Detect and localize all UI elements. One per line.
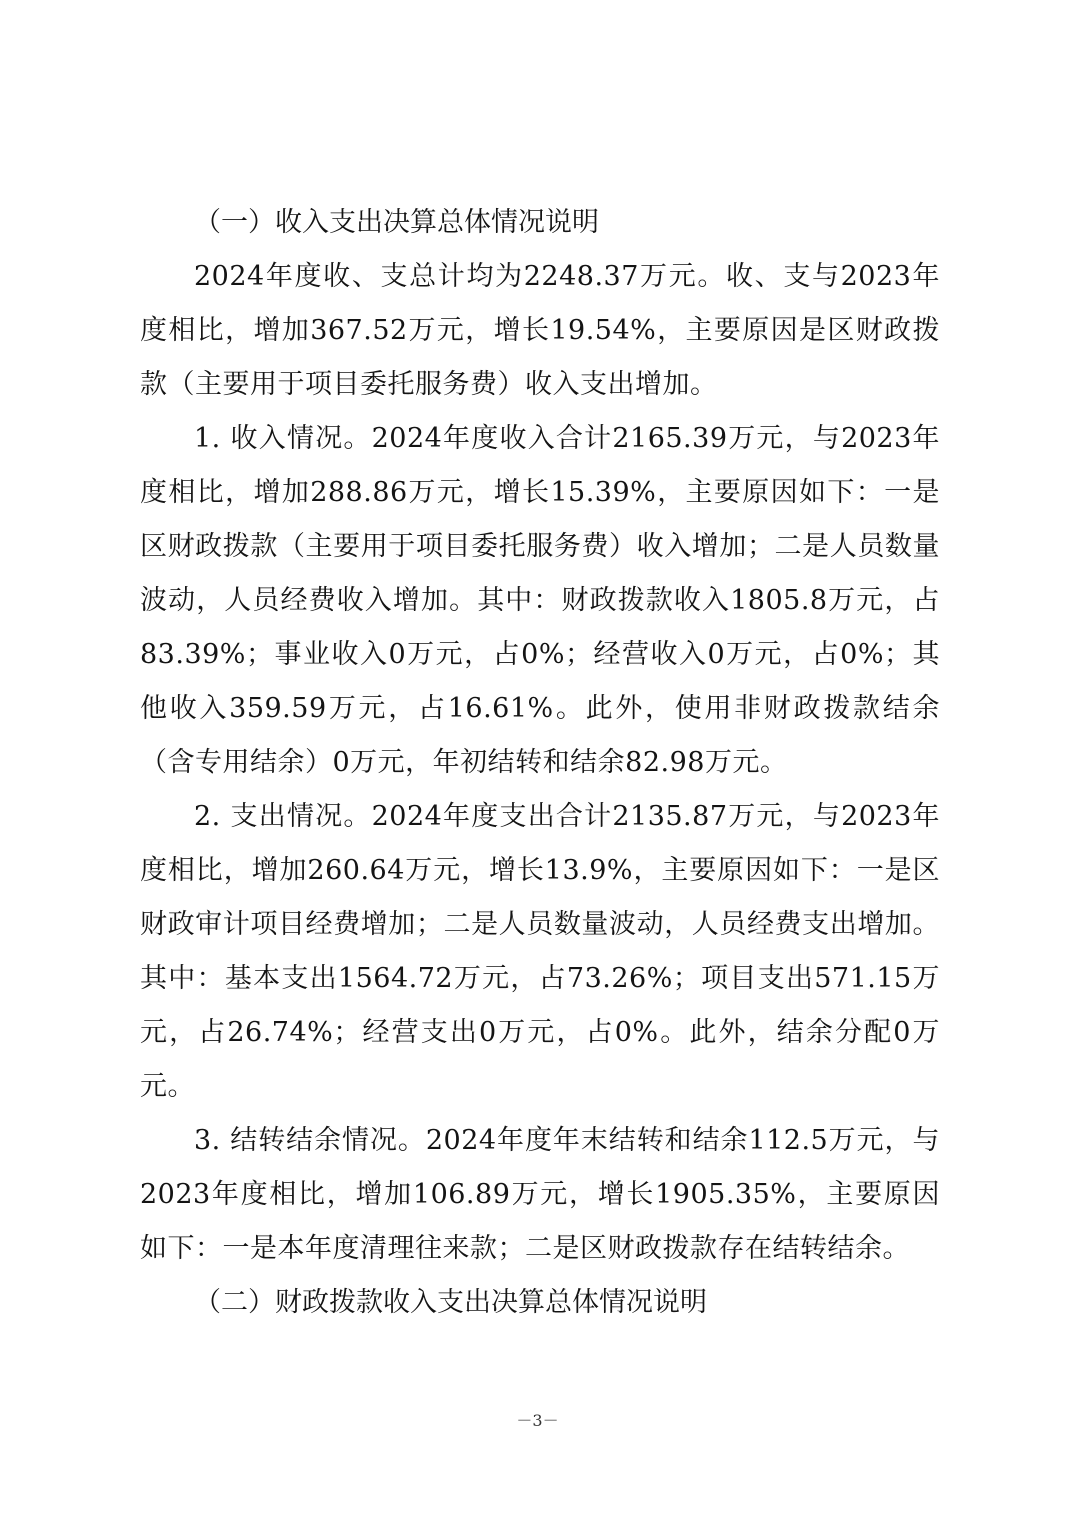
- income-paragraph: 1. 收入情况。2024年度收入合计2165.39万元，与2023年度相比，增加288.86万元，增长15.39%，主要原因如下：一是区财政拨款（主要用于项目委托服务费）收入增加；二是人员数量波动，人员经费收入增加。其中：财政拨款收入1805.8万元，占83.39%；事业收入0万元，占0%；经营收入0万元，占0%；其他收入359.59万元，占16.61%。此外，使用非财政拨款结余（含专用结余）0万元，年初结转和结余82.98万元。: [140, 423, 940, 778]
- summary-paragraph: 2024年度收、支总计均为2248.37万元。收、支与2023年度相比，增加367.52万元，增长19.54%，主要原因是区财政拨款（主要用于项目委托服务费）收入支出增加。: [140, 261, 940, 400]
- section-heading-2: （二）财政拨款收入支出决算总体情况说明: [194, 1287, 707, 1318]
- section-heading-1: （一）收入支出决算总体情况说明: [194, 207, 599, 238]
- page-number: －3－: [516, 1411, 559, 1430]
- expense-paragraph: 2. 支出情况。2024年度支出合计2135.87万元，与2023年度相比，增加260.64万元，增长13.9%，主要原因如下：一是区财政审计项目经费增加；二是人员数量波动，人员经费支出增加。其中：基本支出1564.72万元，占73.26%；项目支出571.15万元，占26.74%；经营支出0万元，占0%。此外，结余分配0万元。: [140, 801, 940, 1102]
- balance-paragraph: 3. 结转结余情况。2024年度年末结转和结余112.5万元，与2023年度相比，增加106.89万元，增长1905.35%，主要原因如下：一是本年度清理往来款；二是区财政拨款存在结转结余。: [140, 1125, 940, 1264]
- document-body: [140, 196, 940, 1330]
